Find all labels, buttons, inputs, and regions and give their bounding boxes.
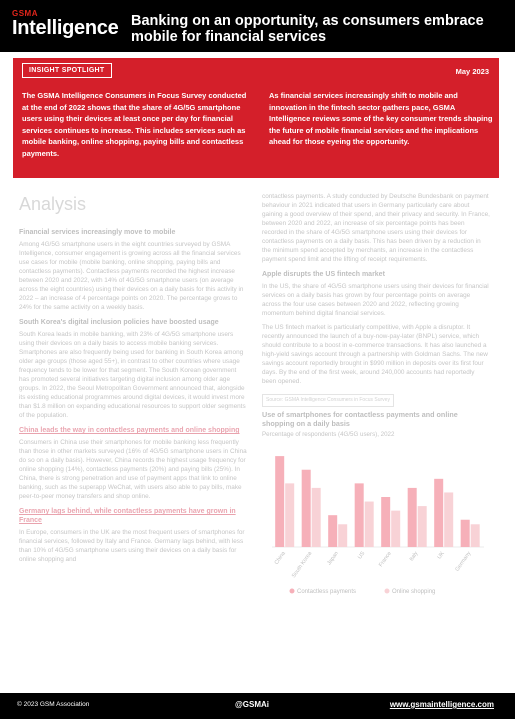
website-link[interactable]: www.gsmaintelligence.com	[389, 700, 494, 709]
brand-logo: Intelligence	[12, 17, 119, 39]
section-heading-link[interactable]: China leads the way in contactless payments and online shopping	[19, 427, 240, 434]
spotlight-left-text: The GSMA Intelligence Consumers in Focus Survey conducted at the end of 2022 shows that the share of 4G/5G smartphone users using their devices at least once per day for financial services continues to increase. This includes services such as mobile banking, online shopping, paying bills and contactless payments.	[22, 91, 247, 158]
bar-contactless-payments-germany	[461, 520, 470, 547]
section-paragraph: Among 4G/5G smartphone users in the eight countries surveyed by GSMA Intelligence, consumer engagement is growing across all the financial services use cases for mobile (mobile banking, online shopping, paying bills and contactless payments). Contactless payments recorded the highest increase between 2020 and 2022, with 14% of 4G/5G smartphone users (on average across the eight countries) using their devices on a daily basis for this activity in 2022 – an increase of 4 percentage points on 2020. The percentage grows to 24% for the same activity on a weekly basis.	[19, 241, 244, 311]
x-tick-label: UK	[436, 550, 446, 561]
bar-online-shopping-uk	[444, 492, 453, 547]
brand-gsma: GSMA	[12, 9, 38, 18]
insight-spotlight-panel	[13, 58, 499, 178]
bar-chart	[262, 443, 490, 603]
analysis-left-column	[19, 222, 247, 569]
section-paragraph: contactless payments. A study conducted by Deutsche Bundesbank on payment behaviour in 2021 indicated that users in Germany particularly care about gaining a good overview of their spend, and their privacy and security. In France, between 2020 and 2022, an increase of six percentage points has been recorded in the share of 4G/5G smartphone users using their devices for contactless payments on a daily basis. This has been driven by a reduction in the minimum spend accepted by merchants, an increase in the contactless payment spend limit and the lifting of receipt requirements.	[262, 193, 490, 263]
x-tick-label: Germany	[454, 550, 473, 573]
section-paragraph: In the US, the share of 4G/5G smartphone users using their devices for financial services on a daily basis has grown by four percentage points on average across the four use cases between 2020 and 2022, reflecting growing momentum behind digital financial services.	[262, 283, 489, 317]
bar-contactless-payments-france	[381, 497, 390, 547]
section-heading: Financial services increasingly move to mobile	[19, 229, 176, 236]
section-paragraph: Consumers in China use their smartphones for mobile banking less frequently than those in other markets surveyed (16% of 4G/5G smartphone users in China do so on a daily basis). However, China records the highest usage frequency for online shopping (14%), contactless payments (20%) and paying bills (25%). In China, there is strong penetration and use of payment apps that link to online banking, such as the superapp WeChat, with users also able to pay bills, make peer-to-peer money transfers and shop online.	[19, 439, 247, 500]
chart-title: Use of smartphones for contactless payments and online shopping on a daily basis	[262, 410, 458, 428]
bar-online-shopping-germany	[471, 524, 480, 547]
bar-contactless-payments-south-korea	[302, 470, 311, 547]
x-tick-label: US	[357, 550, 367, 561]
social-handle[interactable]: @GSMAi	[235, 700, 270, 709]
spotlight-right-text: As financial services increasingly shift to mobile and innovation in the fintech sector gathers pace, GSMA Intelligence reviews some of the key consumer trends shaping the future of mobile financial services and the implications ahead for those eyeing the opportunity.	[269, 91, 493, 146]
bar-contactless-payments-china	[275, 456, 284, 547]
chart-source-label: Source: GSMA Intelligence Consumers in Focus Survey	[262, 394, 394, 407]
x-tick-label: Italy	[408, 550, 420, 563]
legend-swatch	[290, 589, 295, 594]
analysis-heading: Analysis	[19, 194, 87, 214]
legend-label: Online shopping	[392, 589, 436, 595]
section-heading-link[interactable]: Germany lags behind, while contactless payments have grown in France	[19, 508, 236, 524]
legend-label: Contactless payments	[297, 589, 357, 595]
bar-online-shopping-japan	[338, 524, 347, 547]
page-title: Banking on an opportunity, as consumers embrace mobile for financial services	[131, 13, 484, 45]
section-paragraph: The US fintech market is particularly competitive, with Apple a disruptor. It recently announced the launch of a buy-now-pay-later (BNPL) service, which should contribute to a boost in e-commerce transactions. It has also launched a high-yield savings account through a partnership with Goldman Sachs. The new savings account reportedly brought in $990 million in deposits over its first four days. By the end of the first week, around 240,000 accounts had reportedly been opened.	[262, 324, 488, 385]
section-heading: Apple disrupts the US fintech market	[262, 271, 385, 278]
bar-online-shopping-italy	[418, 506, 427, 547]
copyright-text: © 2023 GSM Association	[17, 701, 90, 708]
x-tick-label: Japan	[326, 550, 340, 567]
insight-spotlight-badge: INSIGHT SPOTLIGHT	[22, 63, 112, 78]
x-tick-label: China	[273, 550, 287, 566]
section-paragraph: South Korea leads in mobile banking, with 23% of 4G/5G smartphone users using their devices on a daily basis to access mobile banking services. Smartphones are also frequently being used for banking in South Korea among older age groups (those aged 55+), in contrast to other countries where usage frequency tends to be lower for that segment. The South Korean government has promoted several initiatives targeting digital inclusion among older age groups. In 2022, the Seoul Metropolitan Government announced that, alongside its existing educational programmes around digital devices, it would invest more than $1.8 million on expanding educational resources to support older segments of the population.	[19, 331, 246, 419]
x-tick-label: South Korea	[290, 550, 314, 580]
bar-online-shopping-south-korea	[312, 488, 321, 547]
section-paragraph: In Europe, consumers in the UK are the most frequent users of smartphones for financial services, followed by Italy and France. Germany lags behind, with less than 10% of 4G/5G smartphone users using their devices on a daily basis for online shopping and	[19, 529, 245, 563]
bar-contactless-payments-italy	[408, 488, 417, 547]
bar-contactless-payments-japan	[328, 515, 337, 547]
bar-online-shopping-france	[391, 511, 400, 547]
analysis-right-column	[262, 192, 490, 603]
bar-online-shopping-us	[365, 502, 374, 547]
bar-contactless-payments-us	[355, 483, 364, 547]
page-footer	[0, 693, 515, 719]
publication-date: May 2023	[455, 67, 489, 76]
chart-subtitle: Percentage of respondents (4G/5G users), 2022	[262, 431, 395, 438]
x-tick-label: France	[378, 550, 393, 569]
section-heading: South Korea's digital inclusion policies have boosted usage	[19, 319, 219, 326]
legend-swatch	[385, 589, 390, 594]
analysis-section	[0, 180, 515, 694]
page-header	[0, 0, 515, 52]
bar-online-shopping-china	[285, 483, 294, 547]
bar-contactless-payments-uk	[434, 479, 443, 547]
